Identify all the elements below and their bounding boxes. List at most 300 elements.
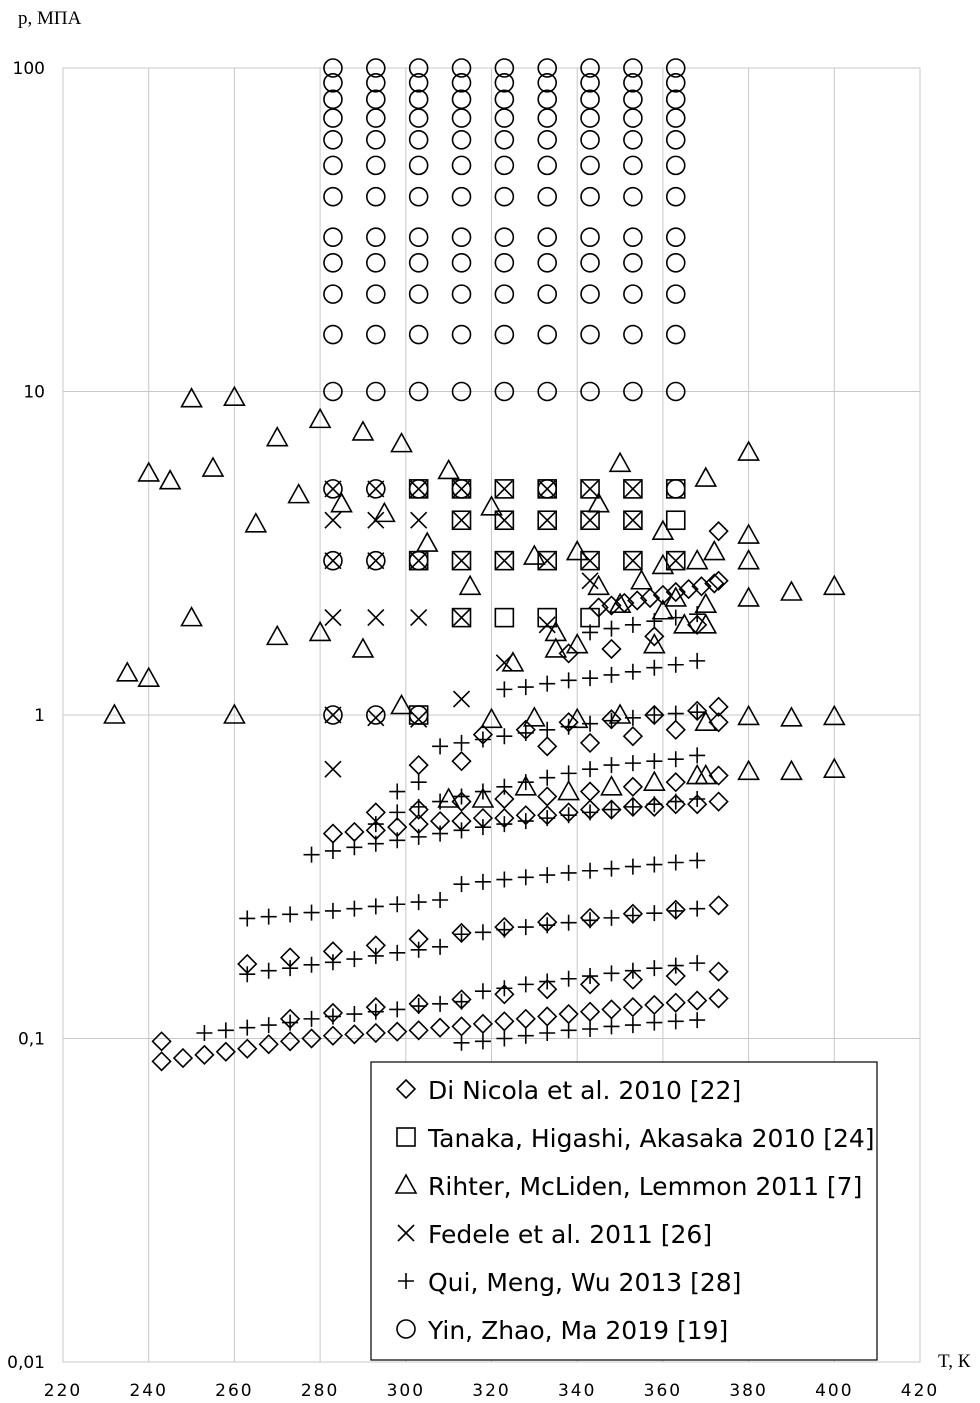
data-point-plus	[346, 951, 362, 967]
data-point-diamond	[581, 1003, 599, 1021]
legend-label: Yin, Zhao, Ma 2019 [19]	[428, 1316, 729, 1345]
data-point-circle	[581, 90, 599, 108]
data-point-plus	[454, 735, 470, 751]
data-point-plus	[603, 1018, 619, 1034]
data-point-circle	[324, 326, 342, 344]
data-point-diamond	[560, 1005, 578, 1023]
data-point-circle	[624, 228, 642, 246]
data-point-plus	[668, 706, 684, 722]
data-point-circle	[324, 131, 342, 149]
data-point-triangle	[182, 608, 202, 626]
data-point-circle	[581, 131, 599, 149]
data-point-x	[539, 512, 555, 528]
data-point-plus	[668, 610, 684, 626]
data-point-triangle	[704, 542, 724, 560]
data-point-plus	[689, 653, 705, 669]
data-point-plus	[496, 816, 512, 832]
data-point-circle	[367, 90, 385, 108]
data-point-diamond	[710, 793, 728, 811]
data-point-triangle	[203, 458, 223, 476]
data-point-diamond	[324, 825, 342, 843]
data-point-circle	[453, 285, 471, 303]
data-point-plus	[582, 863, 598, 879]
data-point-plus	[475, 924, 491, 940]
data-point-plus	[325, 903, 341, 919]
data-point-circle	[624, 254, 642, 272]
data-point-diamond	[710, 522, 728, 540]
y-tick-label: 0,1	[17, 1029, 45, 1050]
data-point-plus	[603, 861, 619, 877]
data-point-plus	[689, 853, 705, 869]
data-point-plus	[561, 915, 577, 931]
data-point-plus	[689, 901, 705, 917]
data-point-triangle	[601, 777, 621, 795]
data-point-diamond	[688, 992, 706, 1010]
data-point-plus	[325, 954, 341, 970]
data-point-diamond	[217, 1043, 235, 1061]
data-point-plus	[475, 983, 491, 999]
data-point-plus	[646, 960, 662, 976]
data-point-diamond	[410, 1021, 428, 1039]
data-point-plus	[539, 676, 555, 692]
y-tick-label: 0,01	[7, 1353, 45, 1373]
data-point-circle	[453, 326, 471, 344]
data-point-plus	[475, 784, 491, 800]
data-point-triangle	[644, 772, 664, 790]
data-point-plus	[346, 839, 362, 855]
data-point-diamond	[345, 1025, 363, 1043]
data-point-circle	[581, 156, 599, 174]
x-tick-label: 260	[215, 1381, 254, 1401]
data-point-plus	[261, 1017, 277, 1033]
data-point-x	[625, 553, 641, 569]
data-point-circle	[495, 109, 513, 127]
data-point-circle	[367, 188, 385, 206]
data-point-x	[411, 553, 427, 569]
data-point-circle	[410, 254, 428, 272]
data-point-plus	[496, 872, 512, 888]
data-point-plus	[668, 657, 684, 673]
data-point-circle	[367, 326, 385, 344]
legend-item	[397, 1076, 741, 1105]
data-point-diamond	[538, 1007, 556, 1025]
data-point-triangle	[559, 782, 579, 800]
data-point-x	[368, 610, 384, 626]
data-point-circle	[324, 228, 342, 246]
legend-label: Rihter, McLiden, Lemmon 2011 [7]	[428, 1172, 863, 1201]
data-point-x	[368, 481, 384, 497]
data-point-circle	[624, 188, 642, 206]
data-point-circle	[538, 326, 556, 344]
data-point-plus	[368, 898, 384, 914]
x-tick-label: 300	[386, 1381, 426, 1401]
data-point-x	[411, 512, 427, 528]
data-point-circle	[581, 228, 599, 246]
data-point-circle	[324, 109, 342, 127]
data-point-diamond	[710, 963, 728, 981]
x-tick-label: 360	[643, 1381, 683, 1401]
data-point-diamond	[388, 1023, 406, 1041]
data-point-plus	[411, 942, 427, 958]
data-point-plus	[368, 816, 384, 832]
data-point-x	[411, 481, 427, 497]
data-point-circle	[581, 326, 599, 344]
data-point-x	[625, 512, 641, 528]
data-point-diamond	[602, 640, 620, 658]
data-point-triangle	[546, 639, 566, 657]
data-point-plus	[689, 1012, 705, 1028]
data-point-circle	[453, 188, 471, 206]
data-point-plus	[582, 761, 598, 777]
data-point-circle	[667, 90, 685, 108]
data-point-plus	[518, 813, 534, 829]
data-point-plus	[325, 1008, 341, 1024]
data-point-circle	[538, 156, 556, 174]
data-point-circle	[667, 188, 685, 206]
data-point-circle	[367, 285, 385, 303]
data-point-plus	[282, 906, 298, 922]
data-point-circle	[667, 131, 685, 149]
data-point-plus	[646, 707, 662, 723]
data-point-diamond	[153, 1052, 171, 1070]
data-point-circle	[453, 109, 471, 127]
data-point-circle	[410, 326, 428, 344]
data-point-plus	[646, 857, 662, 873]
data-point-x	[325, 481, 341, 497]
legend-item	[398, 1220, 712, 1249]
data-point-diamond	[538, 787, 556, 805]
data-point-plus	[625, 799, 641, 815]
data-point-plus	[261, 909, 277, 925]
data-point-triangle	[104, 705, 124, 723]
data-point-plus	[389, 945, 405, 961]
x-tick-label: 240	[129, 1381, 168, 1401]
data-point-circle	[538, 285, 556, 303]
data-point-plus	[411, 829, 427, 845]
data-point-plus	[304, 847, 320, 863]
data-point-square	[581, 609, 599, 627]
data-point-circle	[667, 480, 685, 498]
data-point-circle	[667, 326, 685, 344]
data-point-plus	[496, 1031, 512, 1047]
data-point-circle	[581, 109, 599, 127]
data-point-circle	[410, 188, 428, 206]
data-point-square	[495, 609, 513, 627]
legend-item	[396, 1172, 862, 1201]
data-point-circle	[581, 285, 599, 303]
data-point-plus	[239, 910, 255, 926]
x-tick-label: 380	[729, 1381, 768, 1401]
data-point-triangle	[267, 626, 287, 644]
data-point-circle	[410, 131, 428, 149]
data-point-circle	[495, 156, 513, 174]
data-point-diamond	[195, 1046, 213, 1064]
data-point-diamond	[324, 1027, 342, 1045]
data-point-circle	[367, 254, 385, 272]
data-point-x	[454, 610, 470, 626]
data-point-x	[325, 512, 341, 528]
data-point-plus	[539, 722, 555, 738]
data-point-circle	[495, 90, 513, 108]
data-point-plus	[454, 876, 470, 892]
data-point-x	[454, 553, 470, 569]
x-tick-label: 340	[557, 1381, 597, 1401]
data-point-circle	[367, 156, 385, 174]
data-point-diamond	[174, 1049, 192, 1067]
data-point-plus	[475, 1033, 491, 1049]
data-point-triangle	[631, 571, 651, 589]
data-point-triangle	[460, 576, 480, 594]
data-point-diamond	[624, 727, 642, 745]
y-tick-label: 10	[23, 382, 45, 403]
data-point-plus	[389, 832, 405, 848]
data-point-x	[368, 553, 384, 569]
data-point-triangle	[392, 434, 412, 452]
data-point-diamond	[281, 1032, 299, 1050]
data-point-triangle	[439, 460, 459, 478]
data-point-x	[582, 512, 598, 528]
data-point-circle	[324, 90, 342, 108]
data-point-diamond	[453, 1017, 471, 1035]
data-point-triangle	[696, 468, 716, 486]
data-point-x	[539, 481, 555, 497]
data-point-diamond	[710, 896, 728, 914]
data-point-diamond	[581, 734, 599, 752]
y-tick-label: 1	[34, 706, 45, 726]
legend-label: Fedele et al. 2011 [26]	[428, 1220, 713, 1249]
data-point-plus	[389, 896, 405, 912]
data-point-x	[325, 761, 341, 777]
data-point-x	[496, 512, 512, 528]
data-point-diamond	[260, 1035, 278, 1053]
data-point-circle	[581, 254, 599, 272]
data-point-plus	[518, 1028, 534, 1044]
data-markers	[104, 59, 844, 1070]
data-point-circle	[624, 285, 642, 303]
data-point-x	[454, 481, 470, 497]
data-point-triangle	[781, 708, 801, 726]
data-point-x	[496, 481, 512, 497]
data-point-circle	[538, 109, 556, 127]
data-point-plus	[261, 963, 277, 979]
data-point-x	[411, 610, 427, 626]
data-point-triangle	[781, 761, 801, 779]
legend-label: Di Nicola et al. 2010 [22]	[428, 1076, 742, 1105]
data-point-plus	[496, 779, 512, 795]
data-point-diamond	[495, 1012, 513, 1030]
data-point-circle	[410, 109, 428, 127]
data-point-plus	[518, 919, 534, 935]
data-point-circle	[624, 326, 642, 344]
data-point-plus	[561, 719, 577, 735]
data-point-plus	[668, 854, 684, 870]
data-point-circle	[453, 228, 471, 246]
data-point-diamond	[667, 721, 685, 739]
data-point-diamond	[667, 994, 685, 1012]
legend-item	[398, 1268, 741, 1297]
data-point-circle	[538, 188, 556, 206]
data-point-circle	[667, 285, 685, 303]
x-tick-label: 400	[815, 1381, 854, 1401]
data-point-plus	[561, 865, 577, 881]
data-point-circle	[495, 326, 513, 344]
data-point-plus	[539, 770, 555, 786]
legend-item	[397, 1316, 728, 1345]
data-point-plus	[368, 1004, 384, 1020]
data-point-x	[539, 617, 555, 633]
data-point-circle	[624, 90, 642, 108]
data-point-plus	[432, 738, 448, 754]
data-point-plus	[411, 774, 427, 790]
data-point-plus	[603, 667, 619, 683]
data-point-square	[667, 511, 685, 529]
data-point-x	[325, 553, 341, 569]
data-point-plus	[518, 869, 534, 885]
data-point-plus	[496, 980, 512, 996]
data-point-triangle	[610, 453, 630, 471]
data-point-circle	[538, 254, 556, 272]
data-point-circle	[538, 90, 556, 108]
data-point-plus	[625, 1017, 641, 1033]
data-point-triangle	[246, 514, 266, 532]
data-point-triangle	[417, 533, 437, 551]
data-point-circle	[667, 109, 685, 127]
data-point-diamond	[538, 737, 556, 755]
data-point-plus	[689, 747, 705, 763]
data-point-triangle	[117, 663, 137, 681]
data-point-plus	[561, 971, 577, 987]
data-point-circle	[495, 188, 513, 206]
data-point-plus	[668, 751, 684, 767]
data-point-diamond	[410, 756, 428, 774]
data-point-circle	[667, 254, 685, 272]
data-point-plus	[625, 664, 641, 680]
data-point-plus	[304, 1011, 320, 1027]
data-point-triangle	[160, 471, 180, 489]
data-point-plus	[368, 836, 384, 852]
legend-item	[397, 1124, 875, 1153]
data-point-x	[582, 553, 598, 569]
data-point-plus	[368, 948, 384, 964]
data-point-circle	[624, 156, 642, 174]
data-point-plus	[603, 910, 619, 926]
data-point-circle	[624, 109, 642, 127]
data-point-plus	[218, 1022, 234, 1038]
y-axis-title: p, МПА	[18, 8, 82, 29]
data-point-diamond	[345, 823, 363, 841]
data-point-circle	[453, 131, 471, 149]
data-point-circle	[495, 254, 513, 272]
data-point-plus	[432, 826, 448, 842]
data-point-diamond	[367, 1024, 385, 1042]
data-point-plus	[668, 958, 684, 974]
data-point-plus	[389, 784, 405, 800]
data-point-plus	[496, 681, 512, 697]
data-point-diamond	[602, 1000, 620, 1018]
data-point-circle	[538, 131, 556, 149]
data-point-plus	[389, 1001, 405, 1017]
data-point-plus	[582, 716, 598, 732]
legend-label: Qui, Meng, Wu 2013 [28]	[428, 1268, 742, 1297]
data-point-plus	[432, 939, 448, 955]
data-point-plus	[239, 966, 255, 982]
data-point-diamond	[153, 1032, 171, 1050]
legend-label: Tanaka, Higashi, Akasaka 2010 [24]	[428, 1124, 875, 1153]
data-point-plus	[518, 679, 534, 695]
data-point-triangle	[392, 695, 412, 713]
data-point-circle	[367, 131, 385, 149]
data-point-circle	[453, 90, 471, 108]
data-point-plus	[582, 1021, 598, 1037]
data-point-circle	[410, 90, 428, 108]
x-axis-title: T, К	[938, 1351, 971, 1372]
data-point-triangle	[781, 582, 801, 600]
data-point-plus	[454, 1035, 470, 1051]
data-point-triangle	[289, 485, 309, 503]
data-point-circle	[538, 228, 556, 246]
data-point-plus	[561, 765, 577, 781]
data-point-circle	[367, 228, 385, 246]
data-point-circle	[367, 109, 385, 127]
data-point-plus	[475, 731, 491, 747]
data-point-plus	[304, 905, 320, 921]
data-point-plus	[432, 892, 448, 908]
data-point-plus	[625, 755, 641, 771]
data-point-diamond	[710, 767, 728, 785]
data-point-circle	[495, 131, 513, 149]
data-point-circle	[324, 285, 342, 303]
data-point-triangle	[332, 494, 352, 512]
data-point-plus	[603, 802, 619, 818]
data-point-plus	[561, 672, 577, 688]
data-point-plus	[346, 1006, 362, 1022]
data-point-diamond	[624, 998, 642, 1016]
data-point-x	[454, 512, 470, 528]
data-point-x	[582, 481, 598, 497]
legend	[371, 1062, 877, 1360]
data-point-diamond	[581, 783, 599, 801]
data-point-triangle	[353, 422, 373, 440]
data-point-plus	[325, 843, 341, 859]
x-tick-label: 220	[43, 1381, 83, 1401]
data-point-circle	[581, 188, 599, 206]
data-point-diamond	[474, 1015, 492, 1033]
data-point-plus	[518, 976, 534, 992]
data-point-x	[625, 481, 641, 497]
data-point-diamond	[645, 627, 663, 645]
data-point-plus	[625, 617, 641, 633]
data-point-plus	[603, 757, 619, 773]
data-point-circle	[324, 156, 342, 174]
data-point-plus	[239, 1020, 255, 1036]
data-point-circle	[495, 228, 513, 246]
data-point-plus	[625, 859, 641, 875]
x-tick-labels	[44, 1381, 939, 1401]
data-point-x	[368, 512, 384, 528]
data-point-plus	[496, 728, 512, 744]
data-point-x	[325, 610, 341, 626]
data-point-diamond	[431, 1019, 449, 1037]
data-point-circle	[410, 228, 428, 246]
x-tick-label: 420	[900, 1381, 940, 1401]
data-point-diamond	[710, 572, 728, 590]
data-point-diamond	[667, 773, 685, 791]
data-point-diamond	[710, 989, 728, 1007]
data-point-plus	[646, 613, 662, 629]
data-point-plus	[282, 1015, 298, 1031]
data-point-plus	[539, 867, 555, 883]
data-point-plus	[475, 874, 491, 890]
